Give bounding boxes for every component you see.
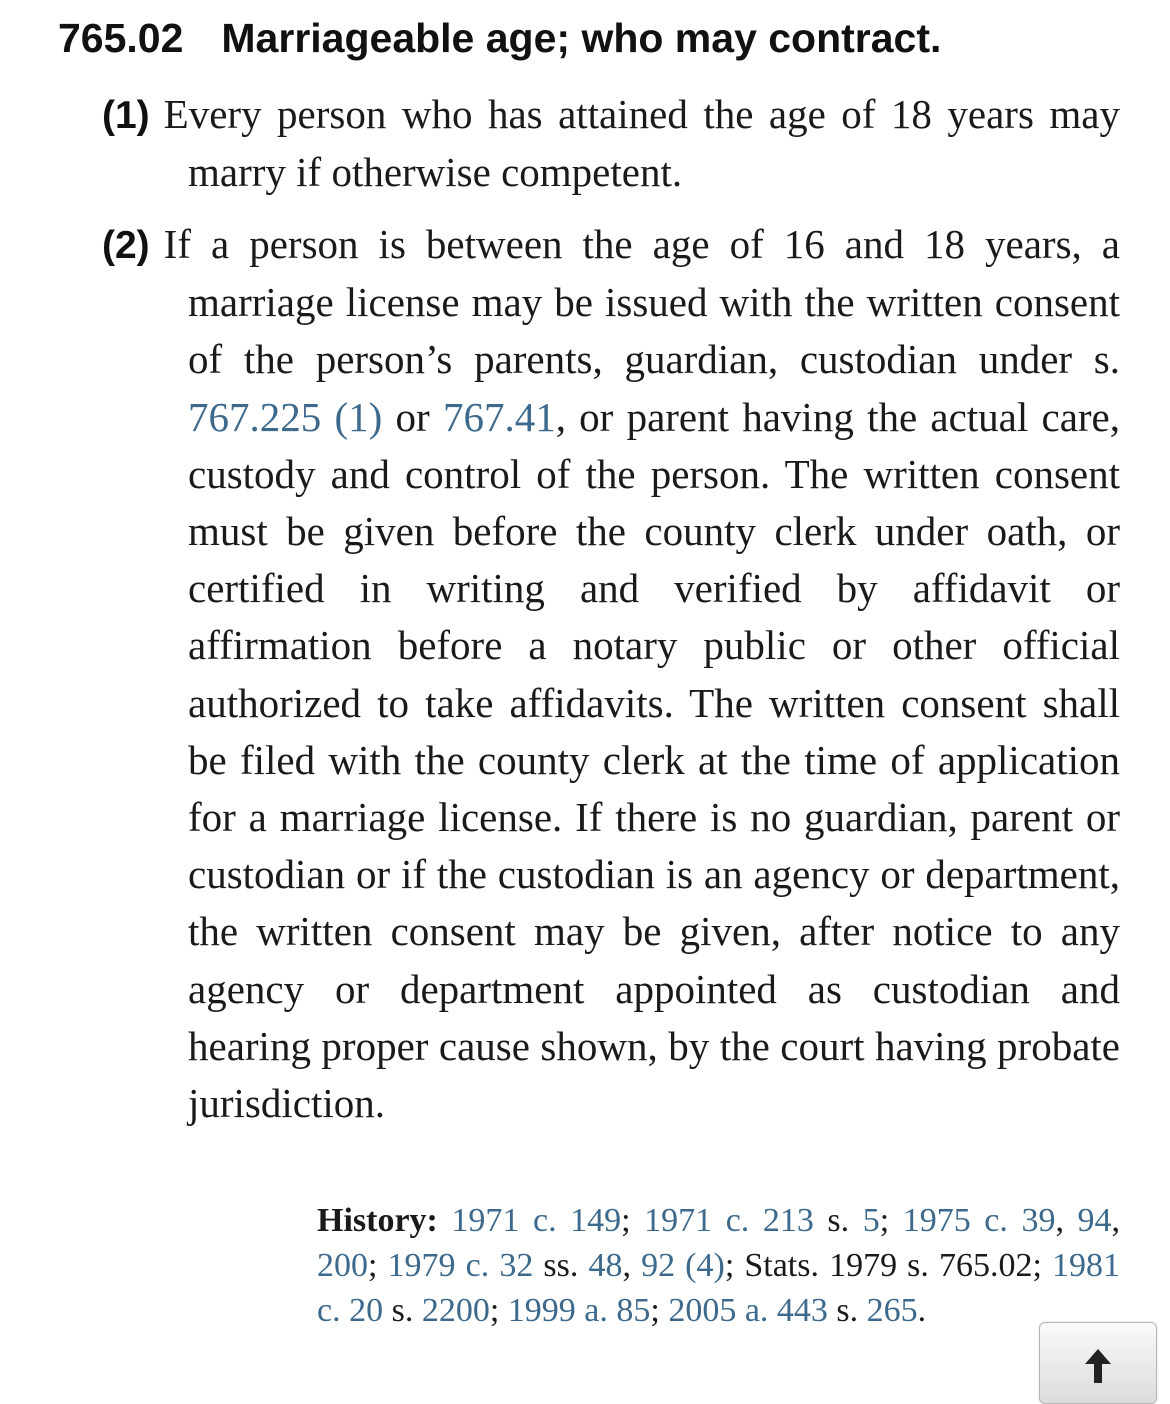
history-note xyxy=(317,1198,1120,1333)
history-citation-link[interactable]: 265 xyxy=(866,1292,918,1329)
history-citation-link[interactable]: 1971 c. 213 xyxy=(644,1202,814,1239)
history-separator: , xyxy=(1055,1202,1078,1239)
history-separator: ; Stats. 1979 s. 765.02; xyxy=(724,1247,1053,1284)
history-citation-link[interactable]: 1975 c. 39 xyxy=(902,1202,1056,1239)
history-separator: ; xyxy=(879,1202,903,1239)
xref-767-225-1-link[interactable]: 767.225 (1) xyxy=(188,393,383,440)
subsection-2-text-b: or xyxy=(382,393,443,440)
scroll-to-top-button[interactable] xyxy=(1039,1322,1157,1404)
history-label: History: xyxy=(317,1202,438,1239)
history-separator: ; xyxy=(489,1292,508,1329)
history-citation-link[interactable]: 1971 c. 149 xyxy=(451,1202,622,1239)
section-heading xyxy=(58,12,941,64)
history-separator: s. xyxy=(383,1292,422,1329)
history-separator: ; xyxy=(621,1202,645,1239)
history-citation-link[interactable]: 5 xyxy=(862,1202,880,1239)
history-separator: ; xyxy=(650,1292,669,1329)
history-citation-link[interactable]: 1979 c. 32 xyxy=(387,1247,534,1284)
subsection-1-text: Every person who has attained the age of 18 years may marry if otherwise competent. xyxy=(163,91,1120,196)
history-citation-link[interactable]: 1999 a. 85 xyxy=(507,1292,651,1329)
xref-767-41-link[interactable]: 767.41 xyxy=(442,393,556,440)
subsection-2-label: (2) xyxy=(102,224,150,267)
subsection-2-text-c: , or parent having the actual care, custody and control of the person. The written consent must be given before the county clerk under oath, or certified in writing and verified by affidavit or affirmation before a notary public or other official authorized to take affidavits. The written consent shall be filed with the county clerk at the time of application for a marriage license. If there is no guardian, parent or custodian or if the custodian is an agency or department, the written consent may be given, after notice to any agency or department appointed as custodian and hearing proper cause shown, by the court having probate jurisdiction. xyxy=(188,393,1120,1127)
section-number: 765.02 xyxy=(58,15,184,61)
subsection-1-label: (1) xyxy=(102,94,150,137)
arrow-up-icon xyxy=(1084,1347,1112,1383)
history-separator: s. xyxy=(813,1202,863,1239)
history-separator: ; xyxy=(368,1247,388,1284)
history-separator: , xyxy=(1111,1202,1121,1239)
history-citation-link[interactable]: 94 xyxy=(1077,1202,1112,1239)
subsection-2-text-a: If a person is between the age of 16 and 18 years, a marriage license may be issued with the written consent of the person’s parents, guardian, custodian under s. xyxy=(163,221,1120,383)
section-title: Marriageable age; who may contract. xyxy=(221,15,942,61)
history-citation-link[interactable]: 48 xyxy=(588,1247,623,1284)
history-separator: , xyxy=(622,1247,642,1284)
history-citation-link[interactable]: 2005 a. 443 xyxy=(668,1292,828,1329)
history-separator: s. xyxy=(827,1292,867,1329)
history-citation-link[interactable]: 2200 xyxy=(421,1292,490,1329)
history-citation-link[interactable]: 1981 c. 20 xyxy=(317,1247,1121,1329)
subsection-1 xyxy=(102,86,1120,201)
history-citation-link[interactable]: 92 (4) xyxy=(641,1247,725,1284)
history-separator: . xyxy=(917,1292,927,1329)
history-separator: ss. xyxy=(533,1247,589,1284)
history-citation-link[interactable]: 200 xyxy=(317,1247,368,1284)
subsection-2 xyxy=(102,216,1120,1132)
